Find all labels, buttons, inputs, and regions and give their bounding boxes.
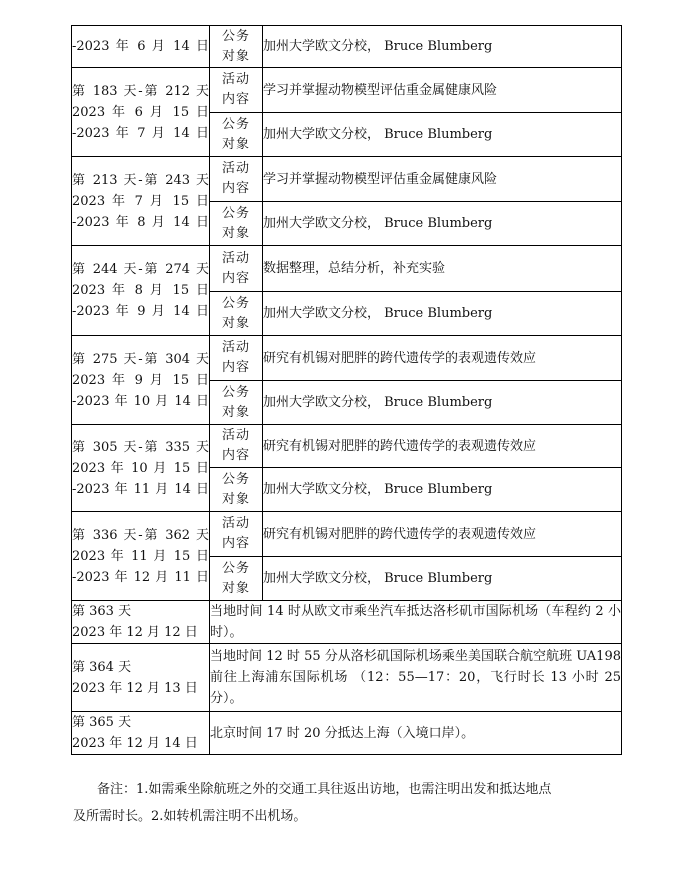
object-label-cell — [210, 381, 263, 425]
period-cell-line: 2023 年 8 月 15 日 — [72, 283, 209, 298]
activity-label-cell-line: 内容 — [221, 92, 250, 107]
activity-label-cell — [210, 246, 263, 292]
period-cell-line: 2023 年 6 月 15 日 — [72, 104, 209, 120]
activity-cell: 研究有机锡对肥胖的跨代遗传学的表观遗传效应 — [263, 512, 622, 557]
object-label-cell-line: 对象 — [221, 580, 250, 596]
activity-label-cell-line: 内容 — [221, 360, 250, 375]
table-row — [72, 68, 622, 113]
activity-cell: 学习并掌握动物模型评估重金属健康风险 — [263, 157, 622, 202]
object-label-cell-line: 公务 — [221, 295, 250, 311]
object-label-cell-line: 公务 — [221, 205, 250, 221]
table-row — [72, 712, 622, 755]
period-cell-line: -2023 年 7 月 14 日 — [72, 125, 209, 141]
period-cell — [72, 26, 210, 68]
activity-label-cell-line: 活动 — [221, 72, 250, 87]
object-label-cell — [210, 292, 263, 336]
table-row — [72, 644, 622, 712]
period-cell — [72, 512, 210, 601]
activity-cell: 研究有机锡对肥胖的跨代遗传学的表观遗传效应 — [263, 425, 622, 468]
activity-label-cell — [210, 68, 263, 113]
period-cell-line: -2023 年 11 月 14 日 — [72, 481, 209, 497]
object-label-cell — [210, 113, 263, 157]
period-cell-line: 第 183 天-第 212 天 — [72, 83, 209, 99]
object-label-cell-line: 公务 — [221, 471, 250, 487]
day-cell — [72, 712, 210, 755]
object-label-cell-line: 对象 — [221, 136, 250, 152]
object-cell: 加州大学欧文分校， Bruce Blumberg — [263, 557, 622, 601]
object-label-cell-line: 对象 — [221, 48, 250, 64]
object-cell: 加州大学欧文分校， Bruce Blumberg — [263, 202, 622, 246]
period-cell-line: 2023 年 10 月 15 日 — [72, 460, 209, 476]
period-cell-line: 第 244 天-第 274 天 — [72, 262, 209, 277]
object-cell: 加州大学欧文分校， Bruce Blumberg — [263, 292, 622, 336]
object-cell: 加州大学欧文分校， Bruce Blumberg — [263, 468, 622, 512]
day-cell — [72, 601, 210, 644]
day-cell — [72, 644, 210, 712]
period-cell-line: 2023 年 11 月 15 日 — [72, 548, 209, 564]
object-cell: 加州大学欧文分校， Bruce Blumberg — [263, 113, 622, 157]
schedule-table-body — [72, 26, 622, 755]
activity-label-cell-line: 内容 — [221, 181, 250, 196]
period-cell-line: 2023 年 7 月 15 日 — [72, 193, 209, 209]
day-cell-line: 第 365 天 — [72, 715, 132, 730]
table-row — [72, 512, 622, 557]
remarks-line-1: 备注：1.如需乘坐除航班之外的交通工具往返出访地，也需注明出发和抵达地点 — [97, 782, 552, 797]
description-cell: 当地时间 14 时从欧文市乘坐汽车抵达洛杉矶市国际机场（车程约 2 小时）。 — [210, 601, 622, 644]
object-label-cell-line: 对象 — [221, 404, 250, 420]
object-label-cell-line: 对象 — [221, 315, 250, 331]
activity-label-cell-line: 内容 — [221, 536, 250, 551]
object-label-cell-line: 公务 — [221, 116, 250, 132]
activity-label-cell-line: 内容 — [221, 448, 250, 463]
object-cell: 加州大学欧文分校， Bruce Blumberg — [263, 26, 622, 68]
table-row — [72, 26, 622, 68]
object-label-cell-line: 公务 — [221, 560, 250, 576]
object-label-cell-line: 公务 — [221, 384, 250, 400]
activity-cell: 研究有机锡对肥胖的跨代遗传学的表观遗传效应 — [263, 336, 622, 381]
activity-label-cell-line: 活动 — [221, 516, 250, 531]
activity-cell: 学习并掌握动物模型评估重金属健康风险 — [263, 68, 622, 113]
day-cell-line: 2023 年 12 月 13 日 — [72, 680, 198, 696]
period-cell-line: 第 336 天-第 362 天 — [72, 527, 209, 543]
description-cell: 北京时间 17 时 20 分抵达上海（入境口岸）。 — [210, 712, 622, 755]
table-row — [72, 425, 622, 468]
object-label-cell — [210, 202, 263, 246]
period-cell-line: 第 275 天-第 304 天 — [72, 351, 209, 367]
period-cell-line: 2023 年 9 月 15 日 — [72, 372, 209, 388]
table-row — [72, 336, 622, 381]
period-cell-line: -2023 年 9 月 14 日 — [72, 304, 209, 319]
activity-label-cell-line: 活动 — [221, 250, 250, 266]
day-cell-line: 第 363 天 — [72, 604, 132, 619]
activity-label-cell — [210, 512, 263, 557]
period-cell-line: 第 213 天-第 243 天 — [72, 172, 209, 188]
object-label-cell — [210, 26, 263, 68]
object-label-cell — [210, 468, 263, 512]
activity-label-cell — [210, 157, 263, 202]
table-row — [72, 157, 622, 202]
period-cell-line: -2023 年 8 月 14 日 — [72, 214, 209, 230]
day-cell-line: 2023 年 12 月 14 日 — [72, 736, 198, 751]
object-cell: 加州大学欧文分校， Bruce Blumberg — [263, 381, 622, 425]
period-cell — [72, 336, 210, 425]
schedule-table — [71, 25, 622, 755]
activity-label-cell-line: 活动 — [221, 340, 250, 355]
day-cell-line: 2023 年 12 月 12 日 — [72, 625, 198, 640]
remarks-note — [73, 776, 607, 830]
object-label-cell — [210, 557, 263, 601]
period-cell — [72, 68, 210, 157]
table-row — [72, 246, 622, 292]
object-label-cell-line: 对象 — [221, 225, 250, 241]
period-cell-line: -2023 年 10 月 14 日 — [72, 393, 209, 409]
activity-cell: 数据整理，总结分析，补充实验 — [263, 246, 622, 292]
activity-label-cell — [210, 336, 263, 381]
activity-label-cell-line: 内容 — [221, 270, 250, 286]
period-cell — [72, 157, 210, 246]
object-label-cell-line: 对象 — [221, 491, 250, 507]
activity-label-cell — [210, 425, 263, 468]
period-cell-line: 第 305 天-第 335 天 — [72, 439, 209, 455]
period-cell — [72, 425, 210, 512]
remarks-line-2: 及所需时长。2.如转机需注明不出机场。 — [73, 809, 307, 824]
period-cell-line: -2023 年 6 月 14 日 — [72, 39, 209, 54]
description-cell: 当地时间 12 时 55 分从洛杉矶国际机场乘坐美国联合航空航班 UA198 前往上海浦东国际机场 （12：55—17：20，飞行时长 13 小时 25 分）。 — [210, 644, 622, 712]
period-cell — [72, 246, 210, 336]
table-row — [72, 601, 622, 644]
activity-label-cell-line: 活动 — [221, 161, 250, 176]
period-cell-line: -2023 年 12 月 11 日 — [72, 569, 209, 585]
object-label-cell-line: 公务 — [221, 28, 250, 44]
activity-label-cell-line: 活动 — [221, 428, 250, 443]
day-cell-line: 第 364 天 — [72, 659, 132, 675]
